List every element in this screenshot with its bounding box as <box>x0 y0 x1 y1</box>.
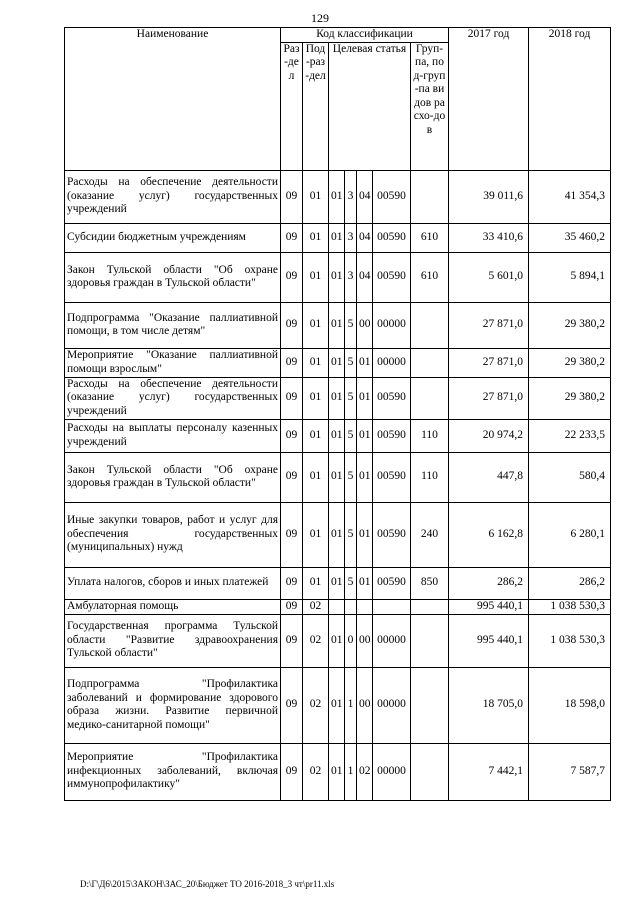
cell-target-subprogram <box>345 599 357 614</box>
cell-target-subprogram: 5 <box>345 567 357 599</box>
cell-amount-2017: 39 011,6 <box>449 170 529 223</box>
table-row <box>65 377 611 419</box>
cell-section: 09 <box>281 599 303 614</box>
cell-target-subprogram: 5 <box>345 419 357 452</box>
cell-amount-2018: 580,4 <box>529 452 611 502</box>
header-section: Раз-дел <box>281 42 303 170</box>
cell-target-program: 01 <box>329 419 345 452</box>
header-2017: 2017 год <box>449 28 529 171</box>
cell-target-subprogram: 1 <box>345 743 357 800</box>
header-classification: Код классификации <box>281 28 449 43</box>
cell-target-program: 01 <box>329 743 345 800</box>
cell-target-event: 04 <box>357 170 373 223</box>
cell-subsection: 01 <box>303 348 329 377</box>
cell-target-program: 01 <box>329 170 345 223</box>
table-row <box>65 614 611 667</box>
cell-amount-2018: 286,2 <box>529 567 611 599</box>
cell-subsection: 02 <box>303 614 329 667</box>
cell-target-program: 01 <box>329 348 345 377</box>
budget-table <box>64 27 611 801</box>
cell-expense-group <box>411 614 449 667</box>
cell-amount-2017: 27 871,0 <box>449 348 529 377</box>
cell-target-subprogram: 5 <box>345 348 357 377</box>
cell-section: 09 <box>281 614 303 667</box>
cell-target-subprogram: 1 <box>345 667 357 743</box>
cell-subsection: 01 <box>303 302 329 348</box>
cell-amount-2017: 20 974,2 <box>449 419 529 452</box>
cell-target-direction: 00590 <box>373 377 411 419</box>
cell-target-subprogram: 3 <box>345 223 357 252</box>
cell-expense-group: 610 <box>411 223 449 252</box>
cell-target-event: 04 <box>357 223 373 252</box>
cell-amount-2018: 29 380,2 <box>529 348 611 377</box>
cell-name: Уплата налогов, сборов и иных платежей <box>65 567 281 599</box>
cell-target-direction: 00000 <box>373 348 411 377</box>
table-row <box>65 502 611 567</box>
cell-target-subprogram: 5 <box>345 452 357 502</box>
cell-section: 09 <box>281 170 303 223</box>
cell-name: Мероприятие "Профилактика инфекционных заболеваний, включая иммунопрофилактику" <box>65 743 281 800</box>
table-row <box>65 302 611 348</box>
cell-amount-2018: 29 380,2 <box>529 302 611 348</box>
cell-name: Мероприятие "Оказание паллиативной помощи взрослым" <box>65 348 281 377</box>
cell-name: Расходы на обеспечение деятельности (оказание услуг) государственных учреждений <box>65 377 281 419</box>
cell-section: 09 <box>281 377 303 419</box>
cell-amount-2017: 995 440,1 <box>449 599 529 614</box>
cell-expense-group <box>411 743 449 800</box>
page-number: 129 <box>311 11 329 25</box>
cell-expense-group <box>411 170 449 223</box>
header-name: Наименование <box>65 28 281 171</box>
cell-target-event: 01 <box>357 567 373 599</box>
cell-section: 09 <box>281 348 303 377</box>
cell-name: Подпрограмма "Оказание паллиативной помощи, в том числе детям" <box>65 302 281 348</box>
cell-expense-group: 110 <box>411 452 449 502</box>
cell-target-subprogram: 5 <box>345 502 357 567</box>
cell-target-program: 01 <box>329 614 345 667</box>
table-row <box>65 252 611 302</box>
cell-section: 09 <box>281 252 303 302</box>
cell-target-direction: 00000 <box>373 667 411 743</box>
cell-name: Расходы на обеспечение деятельности (оказание услуг) государственных учреждений <box>65 170 281 223</box>
cell-amount-2018: 1 038 530,3 <box>529 599 611 614</box>
cell-subsection: 01 <box>303 377 329 419</box>
cell-target-direction: 00000 <box>373 743 411 800</box>
cell-target-subprogram: 3 <box>345 252 357 302</box>
cell-target-direction: 00590 <box>373 502 411 567</box>
cell-target-program: 01 <box>329 302 345 348</box>
cell-target-program: 01 <box>329 667 345 743</box>
cell-target-event: 01 <box>357 348 373 377</box>
cell-target-program: 01 <box>329 567 345 599</box>
cell-name: Амбулаторная помощь <box>65 599 281 614</box>
cell-target-event: 02 <box>357 743 373 800</box>
cell-section: 09 <box>281 419 303 452</box>
cell-target-event: 00 <box>357 667 373 743</box>
cell-target-subprogram: 3 <box>345 170 357 223</box>
cell-target-direction: 00590 <box>373 567 411 599</box>
table-row <box>65 567 611 599</box>
cell-target-subprogram: 5 <box>345 377 357 419</box>
header-group: Груп-па, под-груп-па видов расхо-дов <box>411 42 449 170</box>
cell-amount-2018: 18 598,0 <box>529 667 611 743</box>
cell-target-event <box>357 599 373 614</box>
cell-amount-2017: 33 410,6 <box>449 223 529 252</box>
cell-amount-2017: 27 871,0 <box>449 302 529 348</box>
cell-expense-group <box>411 599 449 614</box>
cell-subsection: 01 <box>303 419 329 452</box>
cell-target-subprogram: 5 <box>345 302 357 348</box>
cell-amount-2018: 7 587,7 <box>529 743 611 800</box>
cell-section: 09 <box>281 452 303 502</box>
cell-target-program: 01 <box>329 377 345 419</box>
cell-target-direction: 00590 <box>373 170 411 223</box>
cell-target-direction <box>373 599 411 614</box>
cell-name: Закон Тульской области "Об охране здоровья граждан в Тульской области" <box>65 452 281 502</box>
table-row <box>65 223 611 252</box>
header-target: Целевая статья <box>329 42 411 170</box>
cell-target-event: 04 <box>357 252 373 302</box>
cell-subsection: 01 <box>303 452 329 502</box>
cell-expense-group <box>411 667 449 743</box>
cell-amount-2018: 6 280,1 <box>529 502 611 567</box>
cell-amount-2017: 6 162,8 <box>449 502 529 567</box>
cell-subsection: 02 <box>303 599 329 614</box>
cell-section: 09 <box>281 743 303 800</box>
cell-section: 09 <box>281 223 303 252</box>
table-row <box>65 599 611 614</box>
cell-subsection: 01 <box>303 170 329 223</box>
cell-amount-2017: 447,8 <box>449 452 529 502</box>
table-row <box>65 743 611 800</box>
cell-target-program: 01 <box>329 452 345 502</box>
cell-amount-2017: 995 440,1 <box>449 614 529 667</box>
cell-target-program <box>329 599 345 614</box>
table-row <box>65 170 611 223</box>
cell-amount-2018: 5 894,1 <box>529 252 611 302</box>
cell-target-program: 01 <box>329 502 345 567</box>
cell-amount-2018: 1 038 530,3 <box>529 614 611 667</box>
cell-amount-2018: 29 380,2 <box>529 377 611 419</box>
cell-target-direction: 00590 <box>373 223 411 252</box>
cell-name: Иные закупки товаров, работ и услуг для обеспечения государственных (муниципальных) нужд <box>65 502 281 567</box>
cell-amount-2018: 35 460,2 <box>529 223 611 252</box>
cell-target-event: 01 <box>357 377 373 419</box>
header-2018: 2018 год <box>529 28 611 171</box>
cell-amount-2017: 27 871,0 <box>449 377 529 419</box>
cell-expense-group: 110 <box>411 419 449 452</box>
cell-target-direction: 00590 <box>373 452 411 502</box>
cell-subsection: 01 <box>303 567 329 599</box>
cell-name: Подпрограмма "Профилактика заболеваний и формирование здорового образа жизни. Развитие первичной медико-санитарной помощи" <box>65 667 281 743</box>
table-row <box>65 667 611 743</box>
cell-subsection: 01 <box>303 502 329 567</box>
cell-subsection: 02 <box>303 743 329 800</box>
table-row <box>65 348 611 377</box>
cell-amount-2017: 18 705,0 <box>449 667 529 743</box>
cell-subsection: 01 <box>303 252 329 302</box>
cell-expense-group <box>411 348 449 377</box>
cell-amount-2017: 7 442,1 <box>449 743 529 800</box>
cell-name: Расходы на выплаты персоналу казенных учреждений <box>65 419 281 452</box>
cell-subsection: 01 <box>303 223 329 252</box>
cell-target-event: 00 <box>357 302 373 348</box>
cell-target-direction: 00590 <box>373 252 411 302</box>
cell-target-event: 01 <box>357 419 373 452</box>
cell-target-program: 01 <box>329 252 345 302</box>
cell-target-direction: 00000 <box>373 302 411 348</box>
table-row <box>65 452 611 502</box>
cell-target-program: 01 <box>329 223 345 252</box>
cell-amount-2017: 5 601,0 <box>449 252 529 302</box>
file-path-footer: D:\Г\Д6\2015\ЗАКОН\ЗАС_20\Бюджет ТО 2016-2018_3 чт\pr11.xls <box>80 879 335 889</box>
cell-subsection: 02 <box>303 667 329 743</box>
cell-amount-2018: 41 354,3 <box>529 170 611 223</box>
cell-section: 09 <box>281 302 303 348</box>
header-subsection: Под-раз-дел <box>303 42 329 170</box>
cell-expense-group <box>411 377 449 419</box>
cell-expense-group: 240 <box>411 502 449 567</box>
cell-expense-group <box>411 302 449 348</box>
cell-expense-group: 610 <box>411 252 449 302</box>
cell-target-event: 00 <box>357 614 373 667</box>
cell-target-direction: 00000 <box>373 614 411 667</box>
cell-section: 09 <box>281 502 303 567</box>
cell-target-event: 01 <box>357 502 373 567</box>
cell-name: Субсидии бюджетным учреждениям <box>65 223 281 252</box>
cell-section: 09 <box>281 567 303 599</box>
cell-target-direction: 00590 <box>373 419 411 452</box>
cell-name: Закон Тульской области "Об охране здоровья граждан в Тульской области" <box>65 252 281 302</box>
cell-name: Государственная программа Тульской области "Развитие здравоохранения Тульской области" <box>65 614 281 667</box>
cell-amount-2017: 286,2 <box>449 567 529 599</box>
cell-expense-group: 850 <box>411 567 449 599</box>
cell-target-event: 01 <box>357 452 373 502</box>
cell-section: 09 <box>281 667 303 743</box>
cell-amount-2018: 22 233,5 <box>529 419 611 452</box>
cell-target-subprogram: 0 <box>345 614 357 667</box>
table-row <box>65 419 611 452</box>
